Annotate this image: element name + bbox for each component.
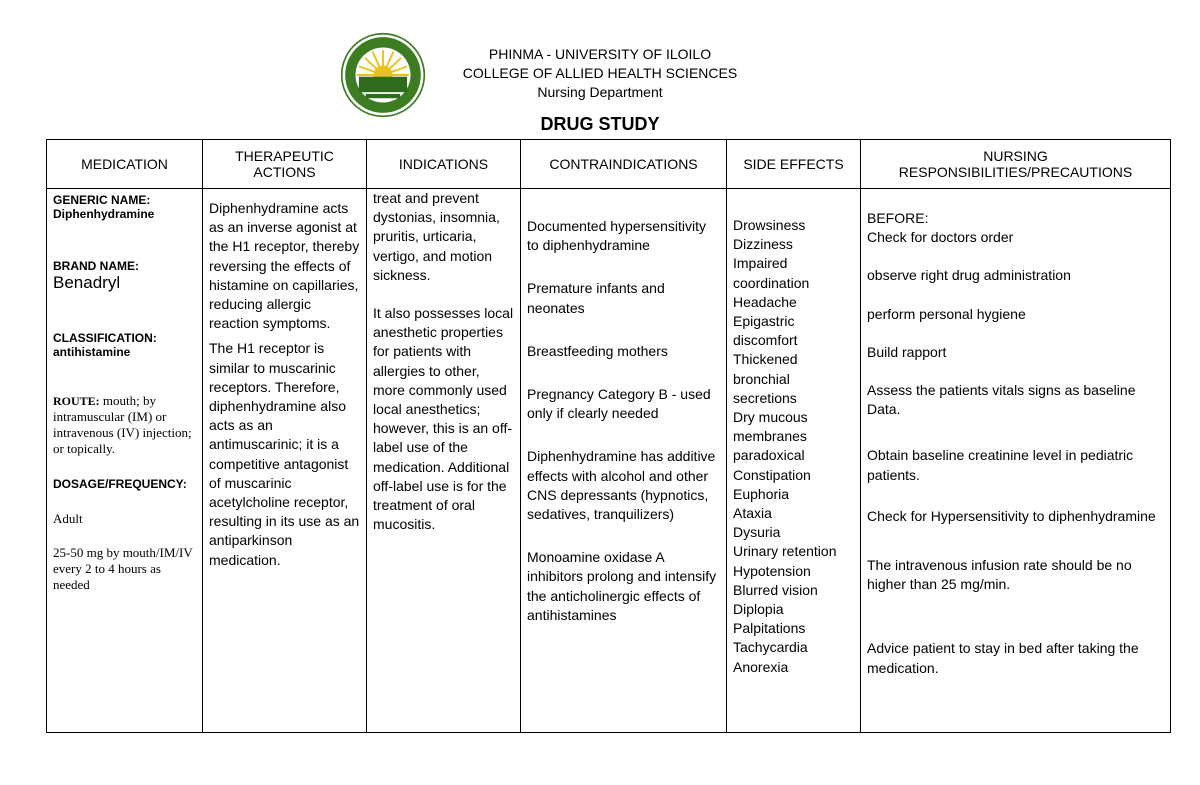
university-seal-logo bbox=[340, 32, 426, 118]
therapeutic-action-paragraph: Diphenhydramine acts as an inverse agonist at the H1 receptor, thereby reversing the effects of histamine on capillaries, reducing allergic reaction symptoms. bbox=[209, 200, 360, 332]
dosage-label: DOSAGE/FREQUENCY: bbox=[53, 477, 187, 491]
route-text bbox=[53, 393, 196, 457]
route-value: mouth; by intramuscular (IM) or intravenous (IV) injection; or topically. bbox=[53, 393, 192, 456]
side-effect-item: Ataxia bbox=[733, 505, 772, 522]
side-effect-item: Constipation bbox=[733, 466, 811, 483]
therapeutic-actions-cell bbox=[203, 189, 367, 733]
side-effect-item: Diplopia bbox=[733, 601, 784, 618]
document-title: DRUG STUDY bbox=[540, 114, 660, 134]
nursing-item: The intravenous infusion rate should be no higher than 25 mg/min. bbox=[867, 557, 1132, 593]
side-effect-item: Headache bbox=[733, 293, 797, 310]
side-effect-item: Impaired coordination bbox=[733, 255, 810, 291]
side-effect-item: Dysuria bbox=[733, 524, 781, 541]
side-effect-item: Palpitations bbox=[733, 620, 806, 637]
generic-name-label: GENERIC NAME: bbox=[53, 193, 151, 207]
nursing-item: perform personal hygiene bbox=[867, 305, 1026, 322]
nursing-item: Assess the patients vitals signs as baseline Data. bbox=[867, 382, 1136, 418]
side-effect-item: Anorexia bbox=[733, 658, 789, 675]
contraindication-item: Pregnancy Category B - used only if clearly needed bbox=[527, 386, 711, 422]
medication-cell bbox=[47, 189, 203, 733]
brand-name-value: Benadryl bbox=[53, 273, 121, 292]
contraindication-item: Diphenhydramine has additive effects with alcohol and other CNS depressants (hypnotics, sedatives, tranquilizers) bbox=[527, 448, 716, 523]
classification-label: CLASSIFICATION: bbox=[53, 331, 157, 345]
table-row bbox=[47, 189, 1171, 733]
column-header-contraindications: CONTRAINDICATIONS bbox=[521, 140, 727, 189]
column-header-indications: INDICATIONS bbox=[367, 140, 521, 189]
university-name: PHINMA - UNIVERSITY OF ILOILO bbox=[488, 46, 712, 62]
brand-name-label: BRAND NAME: bbox=[53, 259, 139, 273]
drug-study-table bbox=[46, 139, 1171, 733]
side-effects-cell bbox=[727, 189, 861, 733]
side-effect-item: Epigastric discomfort bbox=[733, 313, 798, 349]
department-name: Nursing Department bbox=[537, 84, 663, 100]
before-label: BEFORE: bbox=[867, 210, 929, 226]
side-effect-item: Dizziness bbox=[733, 236, 793, 253]
side-effect-item: Hypotension bbox=[733, 562, 811, 579]
nursing-responsibilities-cell bbox=[861, 189, 1171, 733]
side-effect-item: Blurred vision bbox=[733, 581, 818, 598]
route-label: ROUTE: bbox=[53, 394, 100, 408]
column-header-therapeutic-actions: THERAPEUTIC ACTIONS bbox=[203, 140, 367, 189]
side-effect-item: Urinary retention bbox=[733, 543, 837, 560]
side-effect-item: Drowsiness bbox=[733, 217, 806, 233]
indication-paragraph: treat and prevent dystonias, insomnia, pruritis, urticaria, vertigo, and motion sickness. bbox=[373, 190, 500, 283]
side-effect-item: Thickened bronchial secretions bbox=[733, 351, 798, 406]
therapeutic-action-paragraph: The H1 receptor is similar to muscarinic receptors. Therefore, diphenhydramine also acts as an antimuscarinic; it is a competitive antagonist of muscarinic acetylcholine receptor, resulting in its use as an antiparkinson medication. bbox=[209, 340, 360, 568]
side-effect-item: Tachycardia bbox=[733, 639, 808, 656]
contraindication-item: Monoamine oxidase A inhibitors prolong and intensify the anticholinergic effects of antihistamines bbox=[527, 549, 717, 623]
contraindication-item: Premature infants and neonates bbox=[527, 280, 665, 316]
contraindication-item: Documented hypersensitivity to diphenhydramine bbox=[527, 218, 706, 254]
nursing-item: observe right drug administration bbox=[867, 267, 1071, 284]
column-header-nursing-responsibilities: NURSING RESPONSIBILITIES/PRECAUTIONS bbox=[861, 140, 1171, 189]
contraindications-cell bbox=[521, 189, 727, 733]
nursing-item: Advice patient to stay in bed after taking the medication. bbox=[867, 640, 1139, 676]
nursing-item: Obtain baseline creatinine level in pediatric patients. bbox=[867, 447, 1134, 483]
dosage-group: Adult bbox=[53, 511, 83, 526]
nursing-item: Build rapport bbox=[867, 343, 947, 360]
column-header-side-effects: SIDE EFFECTS bbox=[727, 140, 861, 189]
indication-paragraph: It also possesses local anesthetic properties for patients with allergies to other, more commonly used local anesthetics; however, this is an off-label use of the medication. Additional off-label use is for the treatment of oral mucositis. bbox=[373, 305, 514, 533]
table-header-row bbox=[47, 140, 1171, 189]
nursing-item: Check for doctors order bbox=[867, 229, 1014, 246]
contraindication-item: Breastfeeding mothers bbox=[527, 342, 668, 359]
dosage-value: 25-50 mg by mouth/IM/IV every 2 to 4 hours as needed bbox=[53, 545, 193, 592]
classification-value: antihistamine bbox=[53, 345, 131, 359]
column-header-medication: MEDICATION bbox=[47, 140, 203, 189]
side-effect-item: Euphoria bbox=[733, 485, 790, 502]
nursing-item: Check for Hypersensitivity to diphenhydramine bbox=[867, 507, 1156, 524]
indications-cell bbox=[367, 189, 521, 733]
side-effect-item: Dry mucous membranes bbox=[733, 409, 808, 445]
generic-name-value: Diphenhydramine bbox=[53, 207, 155, 221]
side-effect-item: paradoxical bbox=[733, 447, 805, 464]
college-name: COLLEGE OF ALLIED HEALTH SCIENCES bbox=[462, 65, 738, 81]
